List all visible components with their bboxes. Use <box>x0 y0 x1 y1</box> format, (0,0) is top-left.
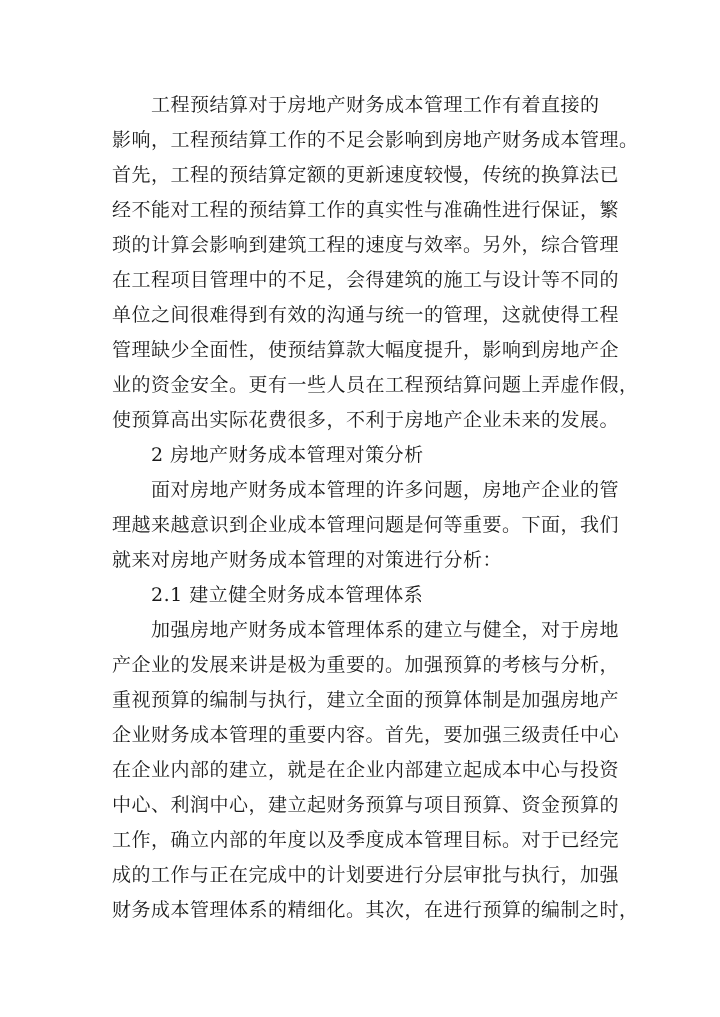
text-line: 经不能对工程的预结算工作的真实性与准确性进行保证，繁 <box>112 199 620 221</box>
text-line: 在企业内部的建立，就是在企业内部建立起成本中心与投资 <box>112 759 620 781</box>
text-line: 中心、利润中心，建立起财务预算与项目预算、资金预算的 <box>112 794 620 816</box>
subsection-heading: 2.1 建立健全财务成本管理体系 <box>112 584 424 606</box>
text-line: 工程预结算对于房地产财务成本管理工作有着直接的 <box>112 94 600 116</box>
text-line: 财务成本管理体系的精细化。其次，在进行预算的编制之时， <box>112 899 639 921</box>
text-line: 产企业的发展来讲是极为重要的。加强预算的考核与分析， <box>112 654 620 676</box>
text-line: 琐的计算会影响到建筑工程的速度与效率。另外，综合管理 <box>112 234 620 256</box>
text-line: 使预算高出实际花费很多，不利于房地产企业未来的发展。 <box>112 409 620 431</box>
text-line: 成的工作与正在完成中的计划要进行分层审批与执行，加强 <box>112 864 620 886</box>
text-line: 理越来越意识到企业成本管理问题是何等重要。下面，我们 <box>112 514 620 536</box>
text-line: 企业财务成本管理的重要内容。首先，要加强三级责任中心 <box>112 724 620 746</box>
text-line: 面对房地产财务成本管理的许多问题，房地产企业的管 <box>112 479 620 501</box>
text-line: 影响，工程预结算工作的不足会影响到房地产财务成本管理。 <box>112 129 639 151</box>
text-line: 业的资金安全。更有一些人员在工程预结算问题上弄虚作假， <box>112 374 639 396</box>
text-line: 单位之间很难得到有效的沟通与统一的管理，这就使得工程 <box>112 304 620 326</box>
text-line: 工作，确立内部的年度以及季度成本管理目标。对于已经完 <box>112 829 620 851</box>
text-line: 加强房地产财务成本管理体系的建立与健全，对于房地 <box>112 619 620 641</box>
text-line: 重视预算的编制与执行，建立全面的预算体制是加强房地产 <box>112 689 620 711</box>
text-line: 就来对房地产财务成本管理的对策进行分析： <box>112 549 503 571</box>
text-line: 在工程项目管理中的不足，会得建筑的施工与设计等不同的 <box>112 269 620 291</box>
text-line: 首先，工程的预结算定额的更新速度较慢，传统的换算法已 <box>112 164 620 186</box>
text-line: 管理缺少全面性，使预结算款大幅度提升，影响到房地产企 <box>112 339 620 361</box>
section-heading: 2 房地产财务成本管理对策分析 <box>112 444 424 466</box>
